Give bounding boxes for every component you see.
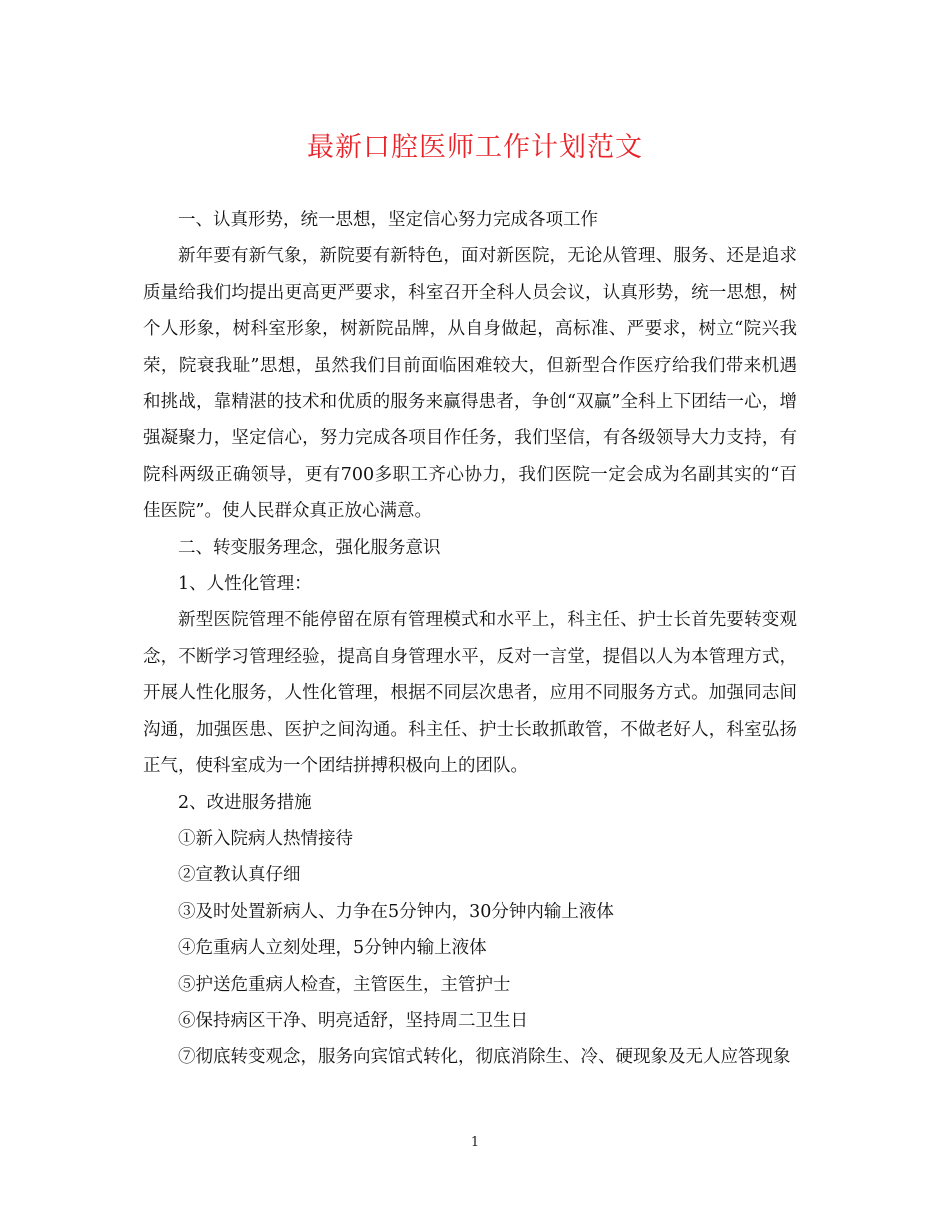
body-paragraph: 新年要有新气象，新院要有新特色，面对新医院，无论从管理、服务、还是追求质量给我们均提出更高更严要求，科室召开全科人员会议，认真形势，统一思想，树个人形象，树科室形象，树新院品牌，从自身做起，高标准、严要求，树立“院兴我荣，院衰我耻”思想，虽然我们目前面临困难较大，但新型合作医疗给我们带来机遇和挑战，靠精湛的技术和优质的服务来赢得患者，争创“双赢”全科上下团结一心，增强凝聚力，坚定信心，努力完成各项目作任务，我们坚信，有各级领导大力支持，有院科两级正确领导，更有700多职工齐心协力，我们医院一定会成为名副其实的“百佳医院”。使人民群众真正放心满意。 xyxy=(143,246,797,522)
document-title: 最新口腔医师工作计划范文 xyxy=(307,132,643,163)
document-body xyxy=(143,202,797,1076)
subheading-humanized-management: 1、人性化管理： xyxy=(178,574,312,595)
list-item: ⑦彻底转变观念，服务向宾馆式转化，彻底消除生、冷、硬现象及无人应答现象 xyxy=(178,1047,791,1068)
section-heading-2: 二、转变服务理念，强化服务意识 xyxy=(178,537,441,558)
subheading-service-measures: 2、改进服务措施 xyxy=(178,792,312,813)
section-heading-1: 一、认真形势，统一思想，坚定信心努力完成各项工作 xyxy=(178,210,598,230)
list-item: ⑤护送危重病人检查，主管医生，主管护士 xyxy=(178,974,511,995)
body-paragraph: 新型医院管理不能停留在原有管理模式和水平上，科主任、护士长首先要转变观念，不断学习管理经验，提高自身管理水平，反对一言堂，提倡以人为本管理方式，开展人性化服务，人性化管理，根据不同层次患者，应用不同服务方式。加强同志间沟通，加强医患、医护之间沟通。科主任、护士长敢抓敢管，不做老好人，科室弘扬正气，使科室成为一个团结拼搏积极向上的团队。 xyxy=(143,610,797,777)
page-number: 1 xyxy=(470,1135,480,1150)
list-item: ①新入院病人热情接待 xyxy=(178,828,353,849)
list-item: ⑥保持病区干净、明亮适舒，坚持周二卫生日 xyxy=(178,1010,528,1031)
list-item: ③及时处置新病人、力争在5分钟内，30分钟内输上液体 xyxy=(178,901,614,922)
list-item: ②宣教认真仔细 xyxy=(178,865,301,886)
list-item: ④危重病人立刻处理，5分钟内输上液体 xyxy=(178,938,487,959)
